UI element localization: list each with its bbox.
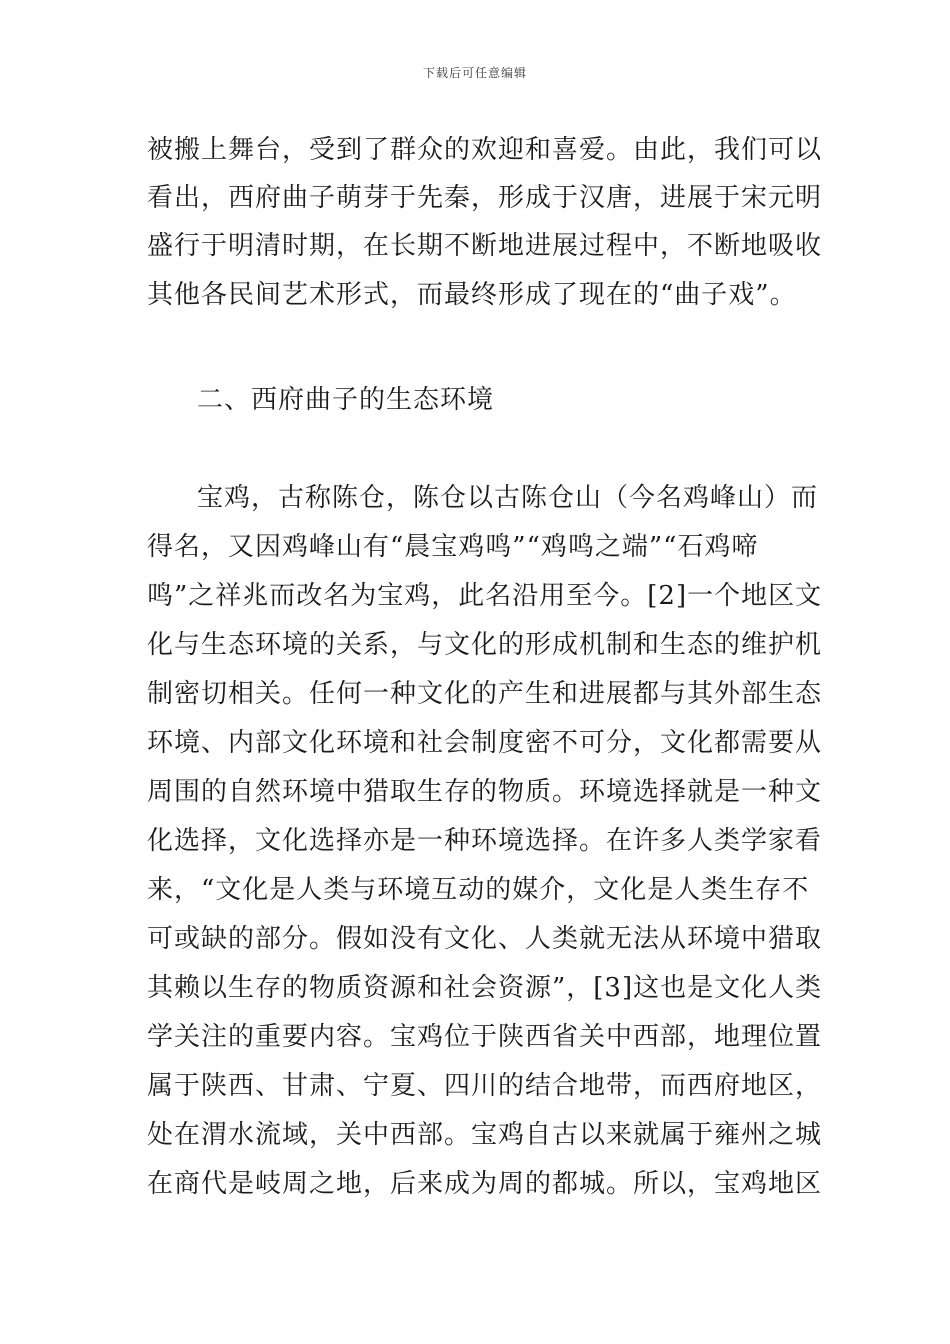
text-line: 鸣”之祥兆而改名为宝鸡，此名沿用至今。[2]一个地区文 [147,581,823,611]
page-header: 下载后可任意编辑 [422,66,527,80]
text-line: 宝鸡，古称陈仓，陈仓以古陈仓山（今名鸡峰山）而 [197,483,819,513]
text-line: 得名，又因鸡峰山有“晨宝鸡鸣”“鸡鸣之端”“石鸡啼 [147,532,759,562]
text-line: 来，“文化是人类与环境互动的媒介，文化是人类生存不 [147,875,810,905]
text-line: 看出，西府曲子萌芽于先秦，形成于汉唐，进展于宋元明 [147,183,823,213]
text-line: 可或缺的部分。假如没有文化、人类就无法从环境中猎取 [147,924,823,954]
text-line: 盛行于明清时期，在长期不断地进展过程中，不断地吸收 [147,231,823,261]
text-line: 周围的自然环境中猎取生存的物质。环境选择就是一种文 [147,777,823,807]
text-line: 其他各民间艺术形式，而最终形成了现在的“曲子戏”。 [147,280,797,310]
text-line: 制密切相关。任何一种文化的产生和进展都与其外部生态 [147,679,823,709]
text-line: 化与生态环境的关系，与文化的形成机制和生态的维护机 [147,630,823,660]
text-line: 其赖以生存的物质资源和社会资源”，[3]这也是文化人类 [147,973,823,1003]
text-line: 学关注的重要内容。宝鸡位于陕西省关中西部，地理位置 [147,1022,823,1052]
text-line: 被搬上舞台，受到了群众的欢迎和喜爱。由此，我们可以 [147,135,823,165]
text-line: 处在渭水流域，关中西部。宝鸡自古以来就属于雍州之城 [147,1120,823,1150]
section-heading: 二、西府曲子的生态环境 [197,385,495,415]
text-line: 环境、内部文化环境和社会制度密不可分，文化都需要从 [147,728,823,758]
text-line: 化选择，文化选择亦是一种环境选择。在许多人类学家看 [147,826,823,856]
text-line: 属于陕西、甘肃、宁夏、四川的结合地带，而西府地区， [147,1071,823,1101]
text-line: 在商代是岐周之地，后来成为周的都城。所以，宝鸡地区 [147,1169,823,1199]
